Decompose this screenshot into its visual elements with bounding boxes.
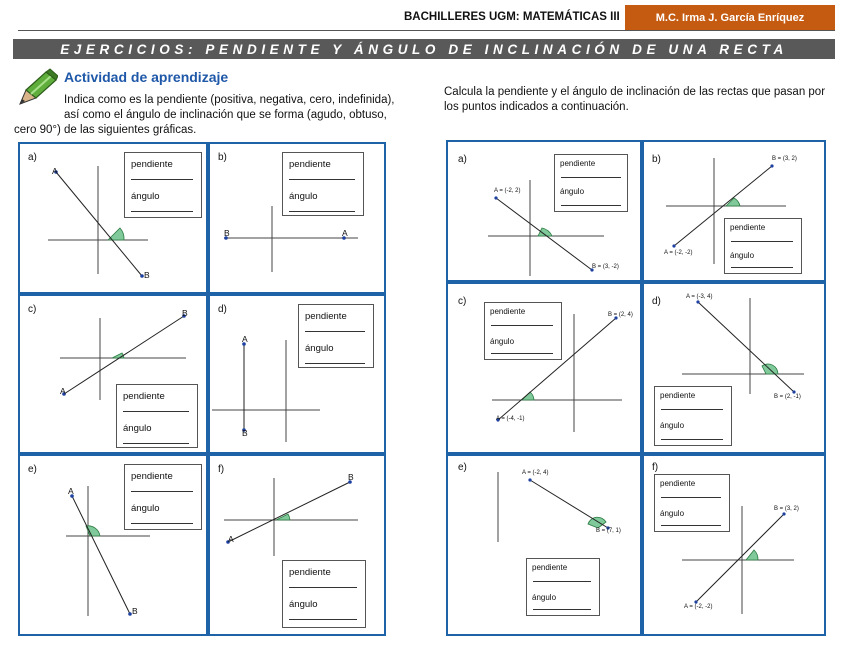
answer-box — [554, 154, 628, 212]
answer-box — [484, 302, 562, 360]
pencil-icon — [14, 68, 58, 108]
answer-line[interactable] — [289, 587, 357, 588]
answer-box — [124, 152, 202, 218]
left-panel-f — [208, 454, 386, 636]
panel-label: a) — [458, 154, 467, 165]
angle-label: ángulo — [289, 191, 318, 202]
slope-label: pendiente — [289, 567, 331, 578]
page-title: EJERCICIOS: PENDIENTE Y ÁNGULO DE INCLINACIÓN DE UNA RECTA — [13, 39, 835, 59]
answer-box — [526, 558, 600, 616]
slope-label: pendiente — [305, 311, 347, 322]
answer-box — [654, 474, 730, 532]
point-label: B — [182, 308, 188, 318]
slope-label: pendiente — [289, 159, 331, 170]
answer-line[interactable] — [661, 409, 723, 410]
instructions-line-1: Indica como es la pendiente (positiva, negativa, cero, indefinida), — [64, 94, 395, 106]
point-label: B = (3, 2) — [774, 506, 799, 512]
angle-label: ángulo — [730, 251, 755, 260]
answer-line[interactable] — [561, 205, 621, 206]
angle-label: ángulo — [131, 191, 160, 202]
angle-label: ángulo — [123, 423, 152, 434]
answer-line[interactable] — [731, 267, 793, 268]
left-panel-c — [18, 294, 208, 454]
answer-box — [298, 304, 374, 368]
answer-line[interactable] — [533, 581, 591, 582]
slope-label: pendiente — [532, 563, 568, 572]
answer-line[interactable] — [131, 491, 193, 492]
right-panel-b — [642, 140, 826, 282]
point-label: B = (3, -2) — [592, 264, 619, 270]
panel-label: d) — [652, 296, 661, 307]
left-panel-a — [18, 142, 208, 294]
answer-line[interactable] — [661, 439, 723, 440]
point-label: B = (2, 4) — [608, 312, 633, 318]
angle-label: ángulo — [490, 337, 515, 346]
answer-box — [724, 218, 802, 274]
panel-label: c) — [28, 304, 37, 315]
answer-box — [654, 386, 732, 446]
answer-box — [282, 560, 366, 628]
angle-label: ángulo — [660, 509, 685, 518]
point-label: B = (2, -1) — [774, 394, 801, 400]
point-label: A — [68, 486, 74, 496]
answer-line[interactable] — [305, 363, 365, 364]
point-label: B — [348, 472, 354, 482]
point-label: A — [342, 228, 348, 238]
answer-box — [124, 464, 202, 530]
panel-label: b) — [652, 154, 661, 165]
answer-box — [116, 384, 198, 448]
instructions-line-2: así como el ángulo de inclinación que se forma (agudo, obtuso, — [64, 109, 387, 121]
point-label: B — [144, 270, 150, 280]
point-label: A — [242, 334, 248, 344]
slope-label: pendiente — [660, 391, 696, 400]
answer-line[interactable] — [661, 497, 721, 498]
answer-line[interactable] — [289, 211, 355, 212]
answer-line[interactable] — [289, 619, 357, 620]
panel-label: e) — [28, 464, 37, 475]
angle-label: ángulo — [131, 503, 160, 514]
point-label: A — [52, 166, 58, 176]
header-divider — [18, 30, 835, 31]
course-title: BACHILLERES UGM: MATEMÁTICAS III — [404, 11, 620, 23]
point-label: A = (-2, -2) — [684, 604, 713, 610]
slope-label: pendiente — [131, 159, 173, 170]
answer-line[interactable] — [731, 241, 793, 242]
point-label: B = (3, 2) — [772, 156, 797, 162]
answer-line[interactable] — [123, 411, 189, 412]
panel-label: e) — [458, 462, 467, 473]
point-label: B = (7, 1) — [596, 528, 621, 534]
panel-label: c) — [458, 296, 467, 307]
angle-label: ángulo — [532, 593, 557, 602]
answer-line[interactable] — [131, 211, 193, 212]
point-label: B — [132, 606, 138, 616]
point-label: A — [228, 534, 234, 544]
right-panel-f — [642, 454, 826, 636]
point-label: A = (-4, -1) — [496, 416, 525, 422]
point-label: A = (-2, -2) — [664, 250, 693, 256]
angle-label: ángulo — [305, 343, 334, 354]
activity-title: Actividad de aprendizaje — [64, 69, 229, 85]
answer-line[interactable] — [131, 523, 193, 524]
right-instructions-line-1: Calcula la pendiente y el ángulo de inclinación de las rectas que pasan por — [444, 86, 826, 98]
answer-line[interactable] — [661, 525, 721, 526]
panel-label: a) — [28, 152, 37, 163]
panel-label: f) — [652, 462, 659, 473]
answer-line[interactable] — [305, 331, 365, 332]
right-panel-c — [446, 282, 642, 454]
answer-line[interactable] — [289, 179, 355, 180]
left-panel-e — [18, 454, 208, 636]
answer-line[interactable] — [533, 609, 591, 610]
answer-box — [282, 152, 364, 216]
instructions-line-3: cero 90°) de las siguientes gráficas. — [14, 124, 197, 136]
angle-label: ángulo — [660, 421, 685, 430]
teacher-name: M.C. Irma J. García Enríquez — [625, 5, 835, 30]
panel-label: f) — [218, 464, 225, 475]
point-label: A = (-3, 4) — [686, 294, 713, 300]
panel-label: b) — [218, 152, 227, 163]
slope-label: pendiente — [123, 391, 165, 402]
point-label: A = (-2, 4) — [522, 470, 549, 476]
left-panel-d — [208, 294, 386, 454]
point-label: A — [60, 386, 66, 396]
slope-label: pendiente — [560, 159, 596, 168]
slope-label: pendiente — [730, 223, 766, 232]
point-label: A = (-2, 2) — [494, 188, 521, 194]
answer-line[interactable] — [131, 179, 193, 180]
slope-label: pendiente — [660, 479, 696, 488]
point-label: B — [224, 228, 230, 238]
angle-label: ángulo — [289, 599, 318, 610]
right-panel-d — [642, 282, 826, 454]
answer-line[interactable] — [561, 177, 621, 178]
slope-label: pendiente — [490, 307, 526, 316]
point-label: B — [242, 428, 248, 438]
right-panel-e — [446, 454, 642, 636]
panel-label: d) — [218, 304, 227, 315]
answer-line[interactable] — [491, 353, 553, 354]
left-panel-b — [208, 142, 386, 294]
answer-line[interactable] — [491, 325, 553, 326]
right-instructions-line-2: los puntos indicados a continuación. — [444, 101, 629, 113]
slope-label: pendiente — [131, 471, 173, 482]
angle-label: ángulo — [560, 187, 585, 196]
right-panel-a — [446, 140, 642, 282]
answer-line[interactable] — [123, 443, 189, 444]
